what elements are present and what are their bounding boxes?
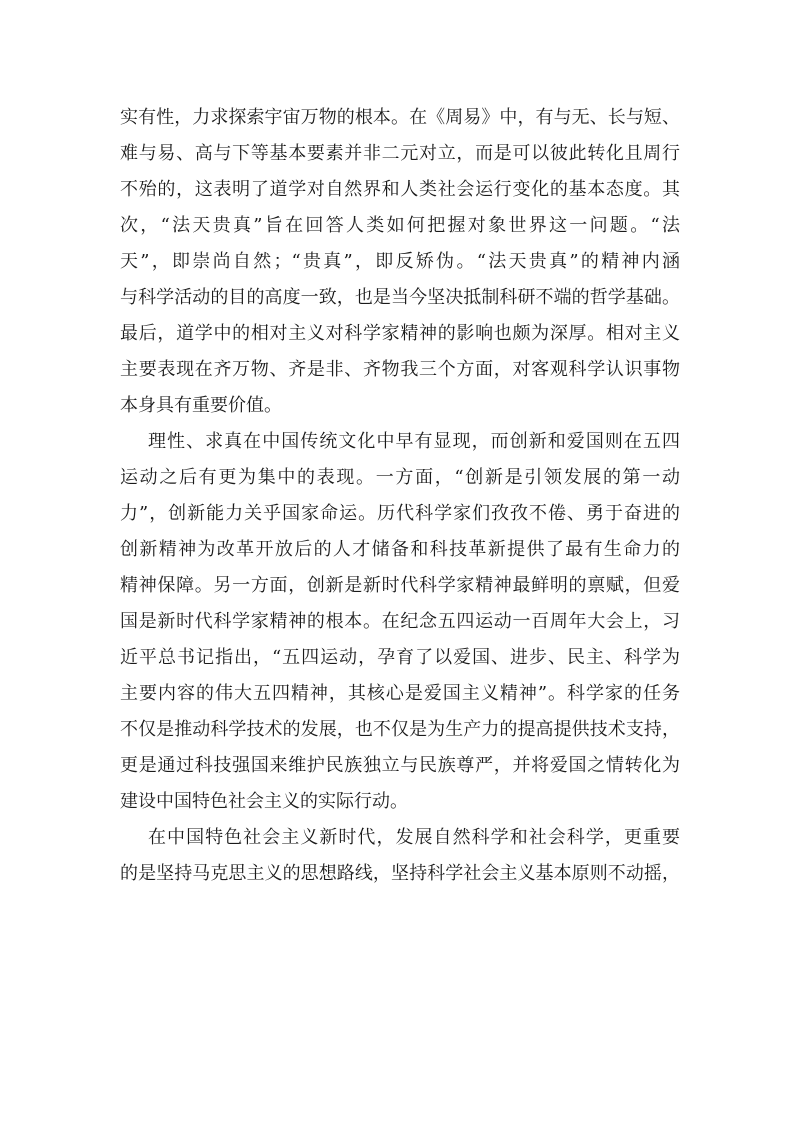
text-line: 主要内容的伟大五四精神，其核心是爱国主义精神”。科学家的任务	[120, 683, 680, 704]
text-line: 次，“法天贵真”旨在回答人类如何把握对象世界这一问题。“法	[120, 215, 680, 236]
text-line: 与科学活动的目的高度一致，也是当今坚决抵制科研不端的哲学基础。	[120, 287, 680, 308]
text-line: 精神保障。另一方面，创新是新时代科学家精神最鲜明的禀赋，但爱	[120, 575, 680, 596]
text-line: 天”，即崇尚自然；“贵真”，即反矫伪。“法天贵真”的精神内涵	[120, 251, 680, 272]
text-line: 难与易、高与下等基本要素并非二元对立，而是可以彼此转化且周行	[120, 143, 680, 164]
text-line: 建设中国特色社会主义的实际行动。	[120, 791, 408, 812]
text-line: 国是新时代科学家精神的根本。在纪念五四运动一百周年大会上，习	[120, 611, 680, 632]
text-line: 力”，创新能力关乎国家命运。历代科学家们孜孜不倦、勇于奋进的	[120, 503, 680, 524]
paragraph-first-line: 理性、求真在中国传统文化中早有显现，而创新和爱国则在五四	[148, 431, 680, 452]
text-line: 不殆的，这表明了道学对自然界和人类社会运行变化的基本态度。其	[120, 179, 680, 200]
text-line: 不仅是推动科学技术的发展，也不仅是为生产力的提高提供技术支持，	[120, 719, 680, 740]
paragraph-first-line: 在中国特色社会主义新时代，发展自然科学和社会科学，更重要	[148, 827, 680, 848]
text-line: 近平总书记指出，“五四运动，孕育了以爱国、进步、民主、科学为	[120, 647, 680, 668]
text-line: 运动之后有更为集中的表现。一方面，“创新是引领发展的第一动	[120, 467, 680, 488]
text-line: 的是坚持马克思主义的思想路线，坚持科学社会主义基本原则不动摇，	[120, 863, 680, 884]
text-line: 创新精神为改革开放后的人才储备和科技革新提供了最有生命力的	[120, 539, 680, 560]
body-text	[120, 100, 680, 892]
text-line: 主要表现在齐万物、齐是非、齐物我三个方面，对客观科学认识事物	[120, 359, 680, 380]
text-line: 更是通过科技强国来维护民族独立与民族尊严，并将爱国之情转化为	[120, 755, 680, 776]
text-line: 本身具有重要价值。	[120, 395, 282, 416]
text-line: 最后，道学中的相对主义对科学家精神的影响也颇为深厚。相对主义	[120, 323, 680, 344]
text-line: 实有性，力求探索宇宙万物的根本。在《周易》中，有与无、长与短、	[120, 107, 680, 128]
